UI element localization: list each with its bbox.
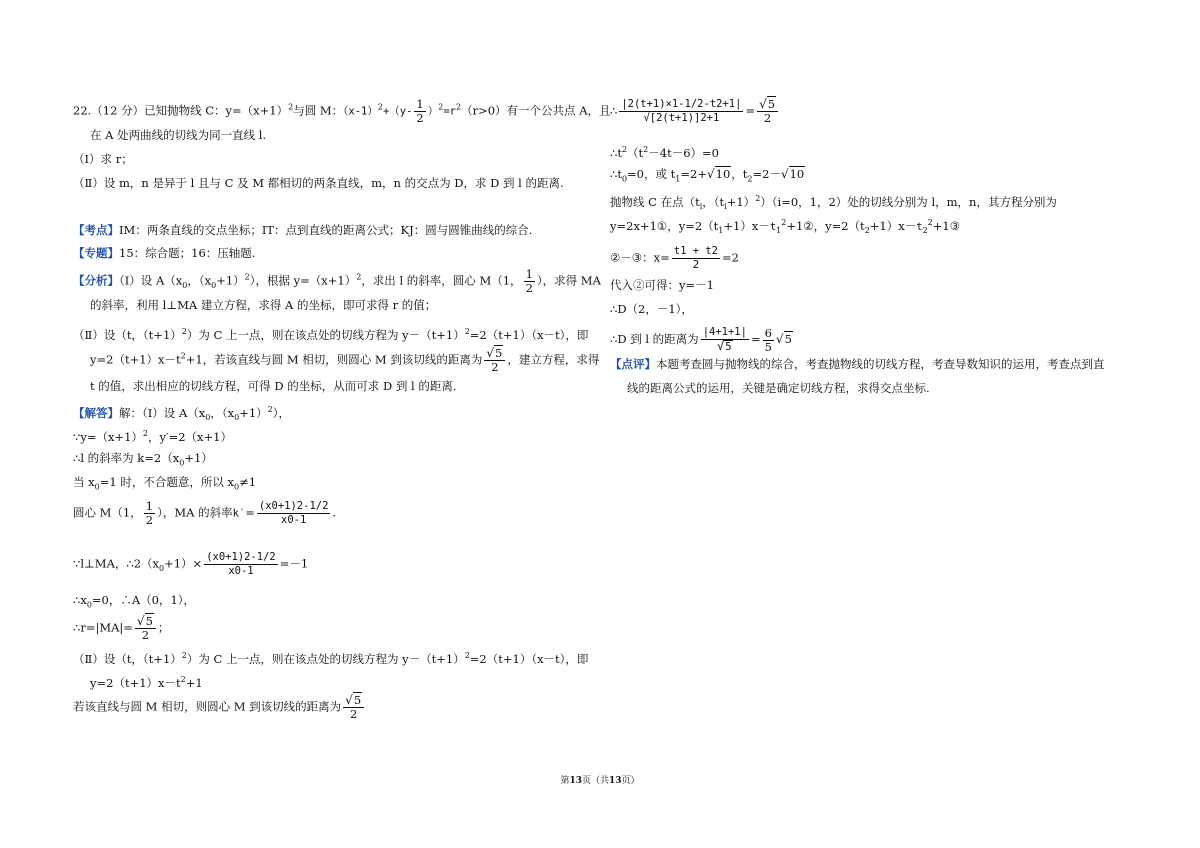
fraction-sqrt5-over-2: $\frac{√5}{2}$ — [757, 98, 778, 125]
solution-step-5: ∵l⊥MA，$\therefore 2(x_0+1)\times$ $\frac{(x0+1)2-1/2}{x0-1}$ =－1 — [73, 551, 309, 577]
solution-step-1: $\because y=(x+1)^2$，y′=2（x+1） — [73, 429, 232, 444]
fraction-ma-slope: $\frac{(x0+1)2-1/2}{x0-1}$ — [206, 551, 276, 577]
zhuanti-tag: 【专题】 — [73, 246, 119, 260]
fraction-half: $\frac{1}{2}$ — [525, 267, 533, 295]
solution-r6: ②－③：x= $\frac{t1 + t2}{2}$ =2 — [610, 245, 739, 271]
kaodian-line: 【考点】IM：两条直线的交点坐标；IT：点到直线的距离公式；KJ：圆与圆锥曲线的综合. — [73, 223, 533, 237]
fraction-distance-eq: $\frac{|2(t+1)\times 1-1/2-t2+1|}{√[2(t+1)]2+1}$ — [621, 98, 742, 124]
fraction-sqrt5-over-2: $\frac{√5}{2}$ — [135, 615, 156, 642]
kaodian-tag: 【考点】 — [73, 223, 119, 237]
fraction-half: $\frac{1}{2}$ — [416, 97, 424, 125]
page-footer: 第13页（共13页） — [560, 776, 640, 786]
solution-r3: $\therefore t_0=0$，或 $t_1=2+√10$，$t_2=2-√10$ — [610, 167, 805, 184]
fraction-t1-plus-t2: $\frac{t1 + t2}{2}$ — [673, 245, 719, 271]
solution-r2: $\therefore t^2(t^2-4t-6)=0$ — [610, 145, 719, 160]
zhuanti-line: 【专题】15：综合题；16：压轴题. — [73, 246, 256, 260]
solution-r9: ∴D 到 l 的距离为 $\frac{|4+1+1|}{√5}$ = $\frac{6}{5}$ √5 — [610, 325, 792, 354]
dianping-line-1: 【点评】本题考查圆与抛物线的综合，考查抛物线的切线方程，考查导数知识的运用，考查点到直 — [610, 357, 1105, 371]
fraction-distance: $\frac{|4+1+1|}{√5}$ — [702, 326, 747, 353]
solution-r1: ∴ $\frac{|2(t+1)\times 1-1/2-t2+1|}{√[2(t+1)]2+1}$ = $\frac{√5}{2}$ — [610, 98, 780, 125]
fraction-half: $\frac{1}{2}$ — [145, 499, 154, 527]
jieda-tag: 【解答】 — [73, 405, 119, 420]
problem-part-2: （Ⅱ）设 m，n 是异于 l 且与 C 及 M 都相切的两条直线，m，n 的交点为 D，求 D 到 l 的距离. — [73, 176, 564, 190]
fenxi-line-4: $y=2(t+1)x-t^2+1$，若该直线与圆 M 相切，则圆心 M 到该切线的距离为 $\frac{√5}{2}$ ，建立方程，求得 — [90, 346, 600, 374]
jieda-line-1: 【解答】解：（Ⅰ）设 $A(x_0$，$(x_0+1)^2$）， — [73, 405, 290, 423]
solution-step-3: 当 $x_0=1$ 时，不合题意，所以 $x_0\ne 1$ — [73, 475, 257, 492]
solution-step-2: ∴l 的斜率为 $k=2(x_0+1)$ — [73, 451, 213, 468]
fraction-six-fifths: $\frac{6}{5}$ — [764, 325, 772, 354]
dianping-line-2: 线的距离公式的运用，关键是确定切线方程，求得交点坐标. — [627, 381, 930, 395]
fraction-sqrt5-over-2: $\frac{√5}{2}$ — [343, 694, 364, 721]
fenxi-line-1: 【分析】（Ⅰ）设 $A(x_0$，$(x_0+1)^2$），根据 $y=(x+1)^2$，求出 l 的斜率，圆心 M（1， $\frac{1}{2}$ ），求得 MA — [73, 267, 601, 295]
problem-statement-line-1: 22.（12 分）已知抛物线 C：$y=(x+1)^2$与圆 M：$(x-1)^2+(y-$ $\frac{1}{2}$ ）$^2=r^2(r>0)$有一个公共点 A，且 — [73, 97, 611, 125]
problem-part-1: （Ⅰ）求 r； — [73, 152, 133, 166]
solution-r4: 抛物线 C 在点（$t_i$，$(t_i+1)^2)(i=0$，1，2）处的切线分别为 l，m，n，其方程分别为 — [610, 194, 1057, 212]
solution-r5: y=2x+1①，$y=2(t_1+1)x-t_1^2+1②$，$y=2(t_2+1)x-t_2^2+1③$ — [610, 218, 961, 236]
solution-step-6: $\therefore x_0=0$，∴A（0，1）， — [73, 593, 196, 610]
solution-r7: 代入②可得：y=－1 — [610, 278, 714, 292]
solution-r8: ∴D（2，－1）， — [610, 302, 693, 316]
fraction-sqrt5-over-2: $\frac{√5}{2}$ — [484, 347, 505, 374]
solution-step-7: ∴r=|MA|= $\frac{√5}{2}$ ； — [73, 614, 170, 642]
solution-step-4: 圆心 M（1， $\frac{1}{2}$ ），MA 的斜率k′= $\frac{(x0+1)2-1/2}{x0-1}$ . — [73, 499, 337, 527]
fenxi-line-3: （Ⅱ）设（t，$(t+1)^2$）为 C 上一点，则在该点处的切线方程为 $y-(t+1)^2=2(t+1)(x-t)$，即 — [73, 327, 589, 342]
dianping-tag: 【点评】 — [610, 357, 656, 371]
solution-step-8: （Ⅱ）设（t，$(t+1)^2$）为 C 上一点，则在该点处的切线方程为 $y-(t+1)^2=2(t+1)(x-t)$，即 — [73, 651, 589, 666]
fenxi-tag: 【分析】 — [73, 273, 119, 288]
fraction-ma-slope: $\frac{(x0+1)2-1/2}{x0-1}$ — [258, 500, 329, 526]
problem-statement-line-2: 在 A 处两曲线的切线为同一直线 l. — [90, 128, 267, 142]
solution-step-9: $y=2(t+1)x-t^2+1$ — [90, 675, 203, 690]
solution-step-10: 若该直线与圆 M 相切，则圆心 M 到该切线的距离为 $\frac{√5}{2}$ — [73, 694, 366, 721]
fenxi-line-5: t 的值，求出相应的切线方程，可得 D 的坐标，从而可求 D 到 l 的距离. — [90, 379, 457, 393]
fenxi-line-2: 的斜率，利用 l⊥MA 建立方程，求得 A 的坐标，即可求得 r 的值； — [90, 298, 437, 312]
